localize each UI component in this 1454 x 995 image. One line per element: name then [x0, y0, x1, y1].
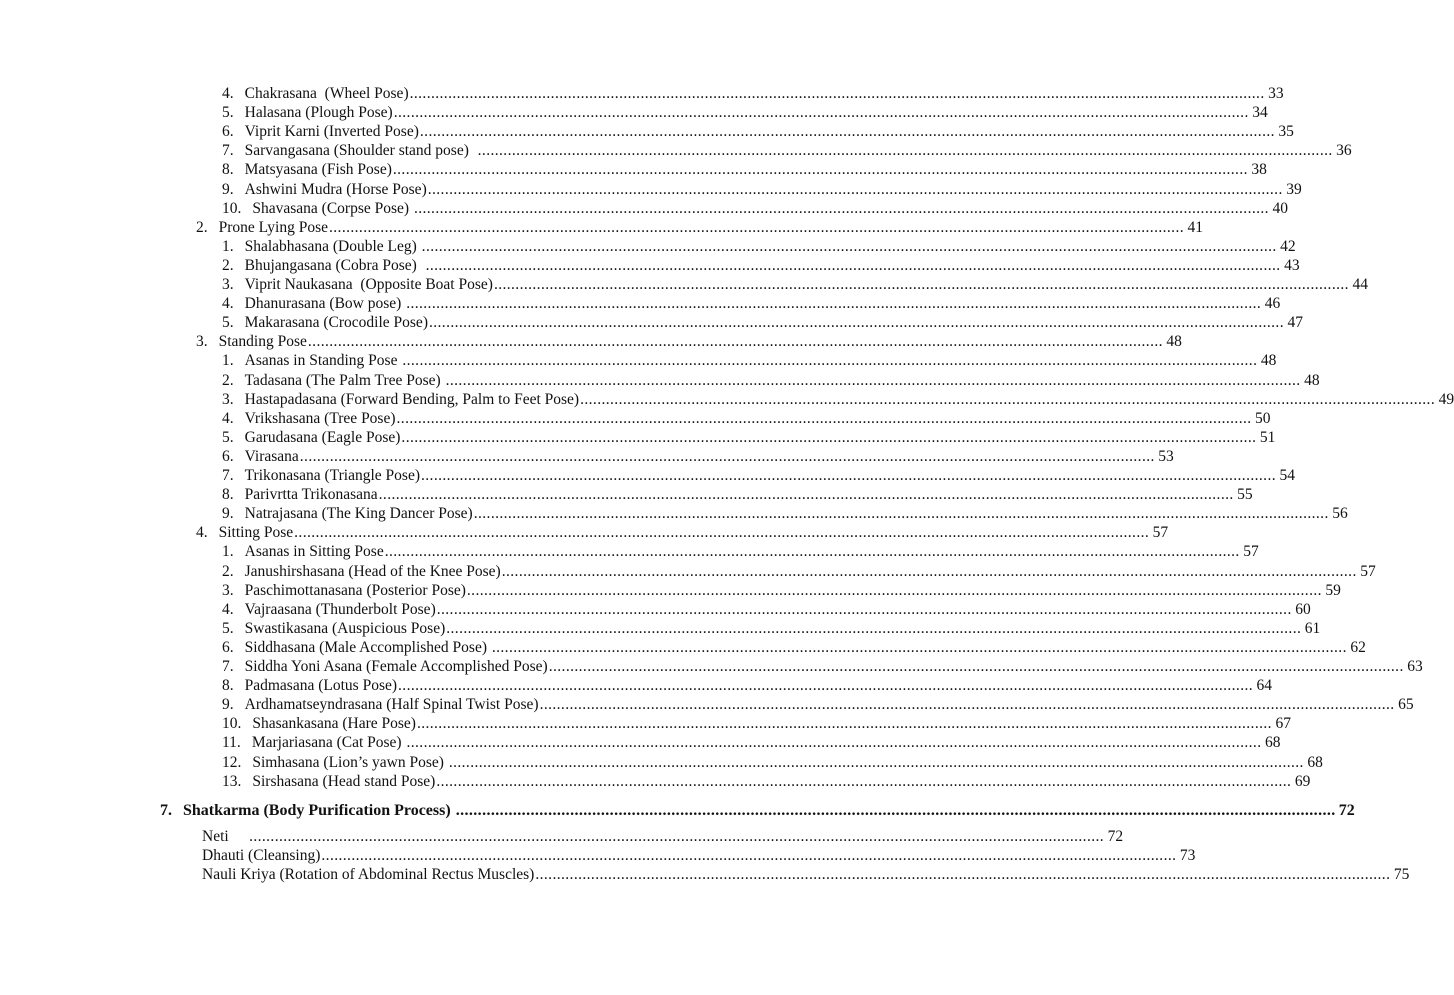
toc-entry-title: Sirshasana (Head stand Pose) [252, 772, 436, 790]
toc-entry-number: 2. [222, 371, 234, 389]
toc-entry-page: 41 [1187, 218, 1203, 236]
toc-entry-title: Viprit Karni (Inverted Pose) [244, 123, 419, 141]
toc-entry-title: Paschimottanasana (Posterior Pose) [244, 581, 466, 599]
toc-entry-number: 4. [222, 295, 234, 313]
dot-leader: ........................................................................................................................................................................................................ [477, 142, 1333, 160]
dot-leader: ........................................................................................................................................................................................................ [294, 524, 1150, 542]
toc-entry-number: 9. [222, 505, 234, 523]
toc-entry-page: 63 [1407, 658, 1423, 675]
toc-entry-page: 48 [1304, 371, 1320, 389]
toc-entry-title: Virasana [244, 447, 299, 465]
toc-entry-page: 68 [1307, 753, 1323, 771]
dot-leader: ........................................................................................................................................................................................................ [436, 600, 1292, 618]
toc-entry-page: 42 [1280, 237, 1296, 255]
dot-leader: ........................................................................................................................................................................................................ [535, 866, 1391, 883]
toc-entry-page: 57 [1243, 543, 1259, 561]
toc-entry-page: 39 [1286, 180, 1302, 198]
dot-leader: ........................................................................................................................................................................................................ [539, 696, 1395, 714]
toc-entry-number: 3. [222, 276, 234, 293]
toc-entry-number: 5. [222, 428, 234, 446]
toc-entry-page: 62 [1350, 638, 1366, 656]
toc-entry-page: 48 [1260, 352, 1277, 370]
toc-entry [222, 180, 1302, 199]
toc-entry [222, 733, 1281, 752]
toc-entry-page: 34 [1252, 104, 1268, 122]
toc-entry [160, 801, 1355, 820]
toc-entry-page: 53 [1158, 447, 1174, 465]
toc-entry-title: Nauli Kriya (Rotation of Abdominal Rectus Muscles) [202, 866, 535, 883]
toc-entry-title: Neti [202, 827, 249, 845]
toc-entry [222, 160, 1267, 179]
toc-entry-page: 48 [1166, 333, 1182, 351]
toc-entry-page: 43 [1284, 256, 1300, 274]
toc-entry [202, 827, 1124, 846]
toc-entry [222, 447, 1174, 466]
toc-entry-title: Standing Pose [218, 333, 307, 351]
toc-entry [196, 218, 1203, 237]
toc-entry-title: Sitting Pose [218, 524, 294, 542]
toc-entry-number: 4. [196, 524, 208, 542]
toc-entry-page: 51 [1259, 428, 1276, 446]
toc-entry-title: Dhauti (Cleansing) [202, 846, 321, 864]
dot-leader: ........................................................................................................................................................................................................ [299, 447, 1155, 465]
toc-entry-page: 73 [1179, 846, 1196, 864]
dot-leader: ........................................................................................................................................................................................................ [413, 199, 1269, 217]
dot-leader: ........................................................................................................................................................................................................ [321, 846, 1177, 864]
toc-entry [222, 581, 1341, 600]
dot-leader: ........................................................................................................................................................................................................ [378, 486, 1234, 504]
dot-leader: ........................................................................................................................................................................................................ [401, 428, 1257, 446]
dot-leader: ........................................................................................................................................................................................................ [384, 543, 1240, 561]
toc-entry-title: Shasankasana (Hare Pose) [252, 715, 416, 733]
toc-entry [202, 865, 1410, 884]
toc-entry-page: 72 [1338, 801, 1355, 819]
toc-entry-number: 1. [222, 543, 234, 561]
toc-entry-page: 69 [1294, 772, 1311, 790]
dot-leader: ........................................................................................................................................................................................................ [419, 123, 1275, 141]
toc-entry-number: 2. [196, 218, 208, 236]
toc-entry-page: 64 [1256, 677, 1273, 695]
dot-leader: ........................................................................................................................................................................................................ [455, 801, 1336, 819]
toc-entry [222, 695, 1414, 714]
toc-entry-number: 7. [222, 658, 234, 675]
toc-entry [222, 600, 1311, 619]
dot-leader: ........................................................................................................................................................................................................ [402, 352, 1258, 370]
toc-entry [196, 523, 1169, 542]
toc-entry-number: 9. [222, 696, 234, 714]
toc-entry-title: Siddhasana (Male Accomplished Pose) [244, 638, 491, 656]
toc-entry [222, 237, 1296, 256]
toc-entry [222, 562, 1376, 581]
toc-entry-title: Bhujangasana (Cobra Pose) [244, 256, 425, 274]
toc-entry [222, 84, 1284, 103]
toc-entry-number: 7. [222, 142, 234, 160]
toc-entry [222, 409, 1271, 428]
toc-entry [222, 103, 1268, 122]
toc-entry-page: 72 [1107, 827, 1124, 845]
toc-entry [222, 657, 1423, 676]
toc-entry-title: Ashwini Mudra (Horse Pose) [244, 180, 427, 198]
dot-leader: ........................................................................................................................................................................................................ [329, 218, 1184, 236]
toc-entry-title: Simhasana (Lion’s yawn Pose) [252, 753, 448, 771]
toc-entry-title: Makarasana (Crocodile Pose) [244, 314, 428, 332]
toc-entry [222, 141, 1352, 160]
toc-entry-title: Ardhamatseyndrasana (Half Spinal Twist Pose) [244, 696, 539, 714]
toc-entry-number: 5. [222, 619, 234, 637]
toc-entry-title: Parivrtta Trikonasana [244, 486, 378, 504]
toc-entry-number: 8. [222, 161, 234, 179]
toc-entry [222, 619, 1321, 638]
dot-leader: ........................................................................................................................................................................................................ [548, 658, 1404, 675]
toc-entry-title: Garudasana (Eagle Pose) [244, 428, 401, 446]
toc-entry-number: 5. [222, 314, 234, 332]
toc-entry [222, 772, 1311, 791]
dot-leader: ........................................................................................................................................................................................................ [421, 237, 1277, 255]
dot-leader: ........................................................................................................................................................................................................ [446, 619, 1302, 637]
toc-entry-page: 47 [1287, 314, 1303, 332]
toc-entry [222, 504, 1348, 523]
dot-leader: ........................................................................................................................................................................................................ [436, 772, 1292, 790]
toc-entry-number: 10. [222, 199, 242, 217]
toc-entry [222, 313, 1303, 332]
toc-entry-page: 60 [1295, 600, 1311, 618]
toc-entry-number: 6. [222, 447, 234, 465]
toc-entry-number: 6. [222, 123, 234, 141]
toc-entry-number: 1. [222, 352, 234, 370]
toc-entry [222, 371, 1320, 390]
toc-entry [222, 294, 1281, 313]
toc-entry [222, 122, 1294, 141]
dot-leader: ........................................................................................................................................................................................................ [392, 161, 1248, 179]
toc-entry-title: Shatkarma (Body Purification Process) [183, 801, 455, 819]
toc-entry-number: 9. [222, 180, 234, 198]
dot-leader: ........................................................................................................................................................................................................ [473, 505, 1329, 523]
toc-entry-page: 59 [1325, 581, 1341, 599]
toc-entry [222, 676, 1273, 695]
toc-entry-title: Padmasana (Lotus Pose) [244, 677, 398, 695]
toc-entry [222, 256, 1300, 275]
toc-entry-page: 68 [1264, 734, 1281, 752]
toc-entry-title: Viprit Naukasana (Opposite Boat Pose) [244, 276, 493, 293]
toc-entry-number: 4. [222, 85, 234, 102]
toc-entry-page: 57 [1152, 524, 1169, 542]
toc-entry-title: Shavasana (Corpse Pose) [252, 199, 413, 217]
toc-entry-number: 13. [222, 772, 242, 790]
toc-entry-number: 4. [222, 409, 234, 427]
toc-entry-title: Janushirshasana (Head of the Knee Pose) [244, 562, 501, 580]
toc-entry [222, 542, 1259, 561]
toc-entry-number: 7. [160, 801, 172, 819]
toc-entry-number: 2. [222, 562, 234, 580]
dot-leader: ........................................................................................................................................................................................................ [448, 753, 1304, 771]
dot-leader: ........................................................................................................................................................................................................ [406, 295, 1262, 313]
dot-leader: ........................................................................................................................................................................................................ [427, 180, 1283, 198]
toc-entry-title: Marjariasana (Cat Pose) [251, 734, 406, 752]
toc-entry-number: 8. [222, 486, 234, 504]
toc-entry-title: Halasana (Plough Pose) [244, 104, 393, 122]
toc-entry-page: 57 [1360, 562, 1376, 580]
toc-entry [222, 485, 1253, 504]
toc-entry-page: 49 [1438, 390, 1454, 408]
toc-entry [222, 466, 1295, 485]
toc-entry-number: 12. [222, 753, 242, 771]
toc-entry-title: Hastapadasana (Forward Bending, Palm to Feet Pose) [244, 390, 580, 408]
toc-entry-number: 1. [222, 237, 234, 255]
dot-leader: ........................................................................................................................................................................................................ [393, 104, 1249, 122]
toc-entry-number: 4. [222, 600, 234, 618]
toc-entry-title: Chakrasana (Wheel Pose) [244, 85, 409, 102]
toc-entry-title: Matsyasana (Fish Pose) [244, 161, 392, 179]
toc-entry [222, 753, 1323, 772]
toc-entry-page: 55 [1237, 486, 1253, 504]
dot-leader: ........................................................................................................................................................................................................ [421, 467, 1276, 484]
dot-leader: ........................................................................................................................................................................................................ [491, 638, 1347, 656]
dot-leader: ........................................................................................................................................................................................................ [445, 371, 1301, 389]
dot-leader: ........................................................................................................................................................................................................ [249, 827, 1105, 845]
toc-entry [196, 332, 1182, 351]
toc-entry-number: 7. [222, 467, 234, 484]
toc-entry-title: Swastikasana (Auspicious Pose) [244, 619, 446, 637]
toc-entry-title: Tadasana (The Palm Tree Pose) [244, 371, 445, 389]
dot-leader: ........................................................................................................................................................................................................ [416, 715, 1272, 733]
toc-entry-number: 2. [222, 256, 234, 274]
toc-entry-title: Prone Lying Pose [218, 218, 328, 236]
toc-entry-page: 67 [1275, 715, 1291, 733]
toc-entry [202, 846, 1196, 865]
toc-entry-number: 3. [222, 581, 234, 599]
toc-entry [222, 351, 1277, 370]
toc-entry-page: 44 [1352, 276, 1368, 293]
toc-entry-page: 33 [1268, 85, 1284, 102]
toc-entry-page: 61 [1304, 619, 1321, 637]
toc-entry-page: 50 [1255, 409, 1271, 427]
toc-entry [222, 638, 1366, 657]
toc-entry-title: Vrikshasana (Tree Pose) [244, 409, 396, 427]
toc-entry [222, 714, 1291, 733]
dot-leader: ........................................................................................................................................................................................................ [307, 333, 1163, 351]
dot-leader: ........................................................................................................................................................................................................ [425, 256, 1281, 274]
toc-entry-page: 35 [1278, 123, 1294, 141]
dot-leader: ........................................................................................................................................................................................................ [466, 581, 1322, 599]
toc-entry [222, 275, 1368, 294]
toc-entry-title: Trikonasana (Triangle Pose) [244, 467, 420, 484]
dot-leader: ........................................................................................................................................................................................................ [396, 409, 1252, 427]
toc-entry-number: 10. [222, 715, 242, 733]
dot-leader: ........................................................................................................................................................................................................ [409, 85, 1265, 102]
toc-entry-page: 46 [1264, 295, 1281, 313]
toc-entry-title: Asanas in Sitting Pose [244, 543, 384, 561]
toc-entry-page: 75 [1393, 866, 1410, 883]
dot-leader: ........................................................................................................................................................................................................ [501, 562, 1357, 580]
toc-entry-page: 65 [1398, 696, 1414, 714]
dot-leader: ........................................................................................................................................................................................................ [580, 390, 1436, 408]
toc-entry-number: 3. [222, 390, 234, 408]
toc-entry-title: Shalabhasana (Double Leg) [244, 237, 421, 255]
toc-entry [222, 390, 1454, 409]
toc-entry-title: Asanas in Standing Pose [244, 352, 402, 370]
toc-entry-number: 3. [196, 333, 208, 351]
dot-leader: ........................................................................................................................................................................................................ [493, 276, 1349, 293]
toc-entry-page: 36 [1336, 142, 1352, 160]
toc-entry-page: 38 [1251, 161, 1267, 179]
toc-entry-page: 40 [1272, 199, 1288, 217]
toc-entry-number: 11. [222, 734, 241, 752]
toc-entry-title: Siddha Yoni Asana (Female Accomplished Pose) [244, 658, 548, 675]
toc-entry [222, 199, 1288, 218]
dot-leader: ........................................................................................................................................................................................................ [398, 677, 1254, 695]
toc-entry-title: Dhanurasana (Bow pose) [244, 295, 406, 313]
toc-entry-page: 54 [1279, 467, 1295, 484]
toc-entry [222, 428, 1276, 447]
dot-leader: ........................................................................................................................................................................................................ [406, 734, 1262, 752]
toc-entry-title: Vajraasana (Thunderbolt Pose) [244, 600, 436, 618]
toc-entry-page: 56 [1332, 505, 1348, 523]
toc-entry-number: 8. [222, 677, 234, 695]
toc-entry-title: Sarvangasana (Shoulder stand pose) [244, 142, 477, 160]
toc-entry-number: 6. [222, 638, 234, 656]
toc-entry-title: Natrajasana (The King Dancer Pose) [244, 505, 473, 523]
toc-entry-number: 5. [222, 104, 234, 122]
dot-leader: ........................................................................................................................................................................................................ [428, 314, 1284, 332]
